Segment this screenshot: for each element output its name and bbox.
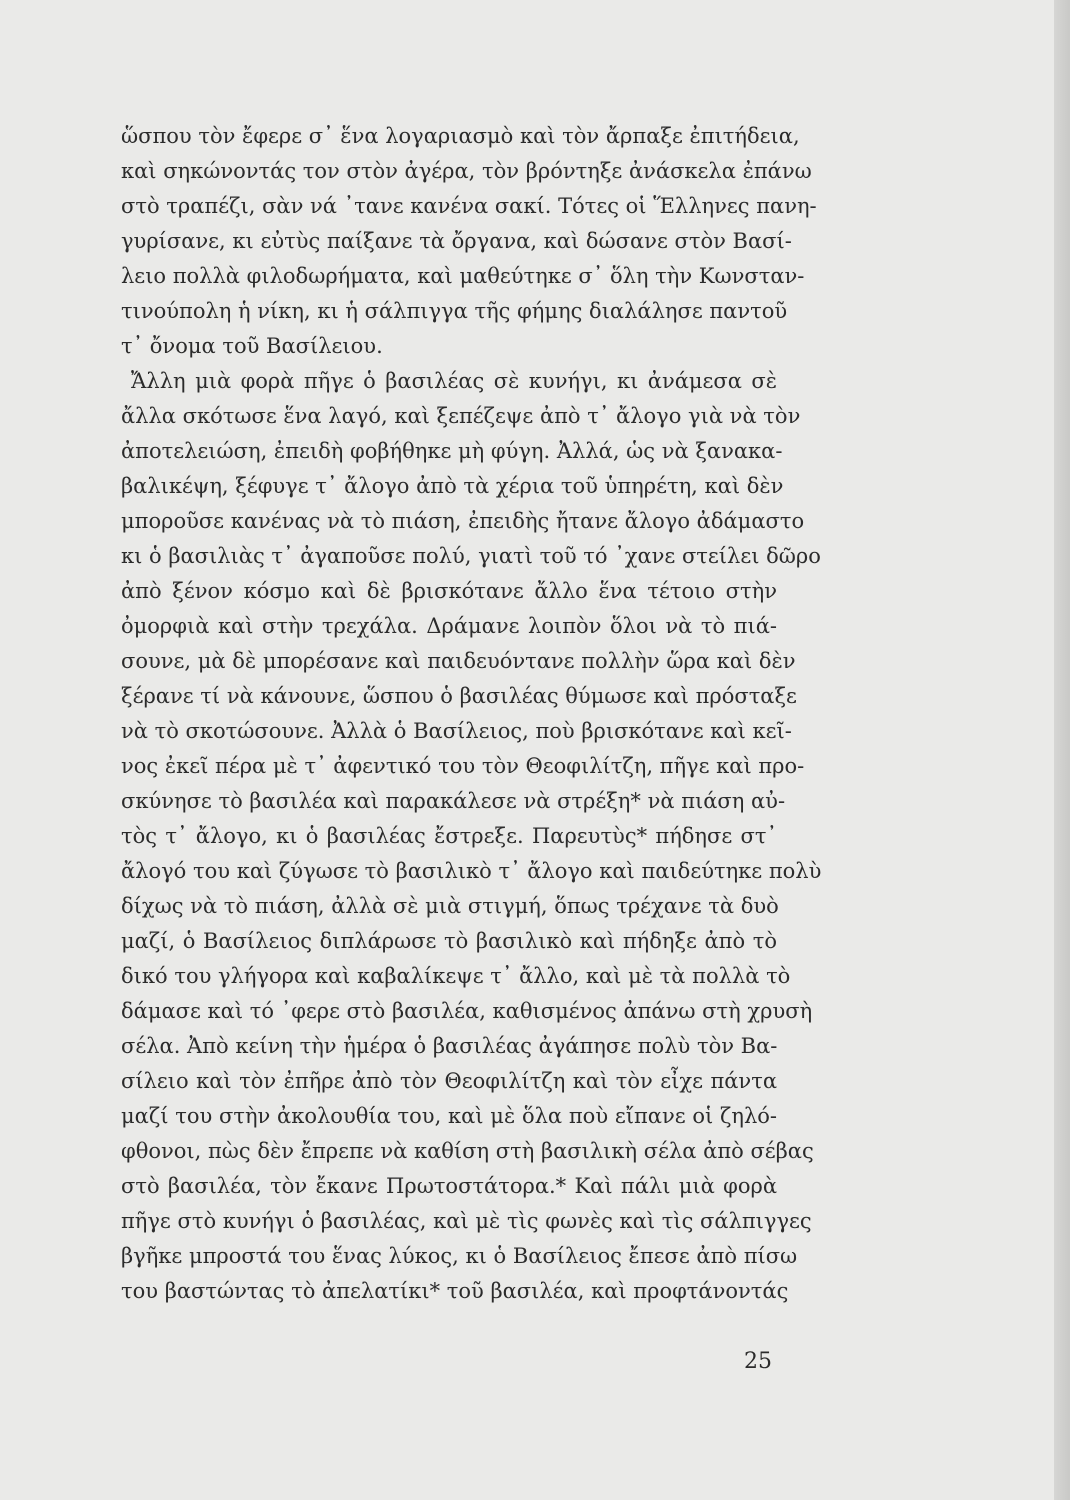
text-line: μποροῦσε κανένας νὰ τὸ πιάση, ἐπειδὴς ἤτανε ἄλογο ἀδάμαστο (121, 509, 805, 533)
text-line: ὀμορφιὰ καὶ στὴν τρεχάλα. Δράμανε λοιπὸν ὅλοι νὰ τὸ πιά- (121, 614, 777, 638)
text-line: νος ἐκεῖ πέρα μὲ τ᾽ ἀφεντικό του τὸν Θεοφιλίτζη, πῆγε καὶ προ- (121, 754, 805, 778)
text-line: βαλικέψη, ξέφυγε τ᾽ ἄλογο ἀπὸ τὰ χέρια τοῦ ὑπηρέτη, καὶ δὲν (121, 474, 784, 498)
text-line: μαζί, ὁ Βασίλειος διπλάρωσε τὸ βασιλικὸ καὶ πήδηξε ἀπὸ τὸ (121, 929, 777, 953)
text-line: ξέρανε τί νὰ κάνουνε, ὥσπου ὁ βασιλέας θύμωσε καὶ πρόσταξε (121, 684, 797, 708)
text-line: γυρίσανε, κι εὐτὺς παίξανε τὰ ὄργανα, καὶ δώσανε στὸν Βασί- (121, 229, 792, 253)
text-line: πῆγε στὸ κυνήγι ὁ βασιλέας, καὶ μὲ τὶς φωνὲς καὶ τὶς σάλπιγγες (121, 1209, 812, 1233)
text-line: στὸ βασιλέα, τὸν ἔκανε Πρωτοστάτορα.* Καὶ πάλι μιὰ φορὰ (121, 1174, 777, 1198)
text-line: δίχως νὰ τὸ πιάση, ἀλλὰ σὲ μιὰ στιγμή, ὅπως τρέχανε τὰ δυὸ (121, 894, 779, 918)
text-line: σκύνησε τὸ βασιλέα καὶ παρακάλεσε νὰ στρέξη* νὰ πιάση αὐ- (121, 789, 786, 813)
text-line: λειο πολλὰ φιλοδωρήματα, καὶ μαθεύτηκε σ᾽ ὅλη τὴν Κωνσταν- (121, 264, 805, 288)
text-line: Ἄλλη μιὰ φορὰ πῆγε ὁ βασιλέας σὲ κυνήγι, κι ἀνάμεσα σὲ (131, 369, 777, 393)
text-line: κι ὁ βασιλιὰς τ᾽ ἀγαποῦσε πολύ, γιατὶ τοῦ τό ᾽χανε στείλει δῶρο (121, 544, 821, 568)
text-line: δάμασε καὶ τό ᾽φερε στὸ βασιλέα, καθισμένος ἀπάνω στὴ χρυσὴ (121, 999, 813, 1023)
text-line: καὶ σηκώνοντάς τον στὸν ἀγέρα, τὸν βρόντηξε ἀνάσκελα ἐπάνω (121, 159, 812, 183)
text-line: τὸς τ᾽ ἄλογο, κι ὁ βασιλέας ἔστρεξε. Παρευτὺς* πήδησε στ᾽ (121, 824, 777, 848)
text-line: σίλειο καὶ τὸν ἐπῆρε ἀπὸ τὸν Θεοφιλίτζη καὶ τὸν εἶχε πάντα (121, 1069, 777, 1093)
text-line: σέλα. Ἀπὸ κείνη τὴν ἡμέρα ὁ βασιλέας ἀγάπησε πολὺ τὸν Βα- (121, 1034, 778, 1058)
text-line: τ᾽ ὄνομα τοῦ Βασίλειου. (121, 334, 383, 358)
page-number: 25 (744, 1349, 772, 1374)
text-line: του βαστώντας τὸ ἀπελατίκι* τοῦ βασιλέα, καὶ προφτάνοντάς (121, 1279, 789, 1303)
text-line: δικό του γλήγορα καὶ καβαλίκεψε τ᾽ ἄλλο, καὶ μὲ τὰ πολλὰ τὸ (121, 964, 791, 988)
page-edge (1054, 0, 1070, 1500)
text-line: τινούπολη ἡ νίκη, κι ἡ σάλπιγγα τῆς φήμης διαλάλησε παντοῦ (121, 299, 788, 323)
text-line: ἄλλα σκότωσε ἕνα λαγό, καὶ ξεπέζεψε ἀπὸ τ᾽ ἄλογο γιὰ νὰ τὸν (121, 404, 801, 428)
text-line: ἄλογό του καὶ ζύγωσε τὸ βασιλικὸ τ᾽ ἄλογο καὶ παιδεύτηκε πολὺ (121, 859, 822, 883)
text-line: ὥσπου τὸν ἔφερε σ᾽ ἕνα λογαριασμὸ καὶ τὸν ἄρπαξε ἐπιτήδεια, (121, 124, 800, 148)
text-line: ἀπὸ ξένον κόσμο καὶ δὲ βρισκότανε ἄλλο ἕνα τέτοιο στὴν (121, 579, 777, 603)
text-line: βγῆκε μπροστά του ἕνας λύκος, κι ὁ Βασίλειος ἔπεσε ἀπὸ πίσω (121, 1244, 798, 1268)
text-line: ἀποτελειώση, ἐπειδὴ φοβήθηκε μὴ φύγη. Ἀλλά, ὡς νὰ ξανακα- (121, 439, 783, 463)
text-line: νὰ τὸ σκοτώσουνε. Ἀλλὰ ὁ Βασίλειος, ποὺ βρισκότανε καὶ κεῖ- (121, 719, 792, 743)
text-line: σουνε, μὰ δὲ μπορέσανε καὶ παιδευόντανε πολλὴν ὥρα καὶ δὲν (121, 649, 796, 673)
text-line: φθονοι, πὼς δὲν ἔπρεπε νὰ καθίση στὴ βασιλικὴ σέλα ἀπὸ σέβας (121, 1139, 814, 1163)
text-line: στὸ τραπέζι, σὰν νά ᾽τανε κανένα σακί. Τότες οἱ Ἕλληνες πανη- (121, 194, 817, 218)
text-line: μαζί του στὴν ἀκολουθία του, καὶ μὲ ὅλα ποὺ εἴπανε οἱ ζηλό- (121, 1104, 777, 1128)
body-text (121, 119, 822, 1309)
